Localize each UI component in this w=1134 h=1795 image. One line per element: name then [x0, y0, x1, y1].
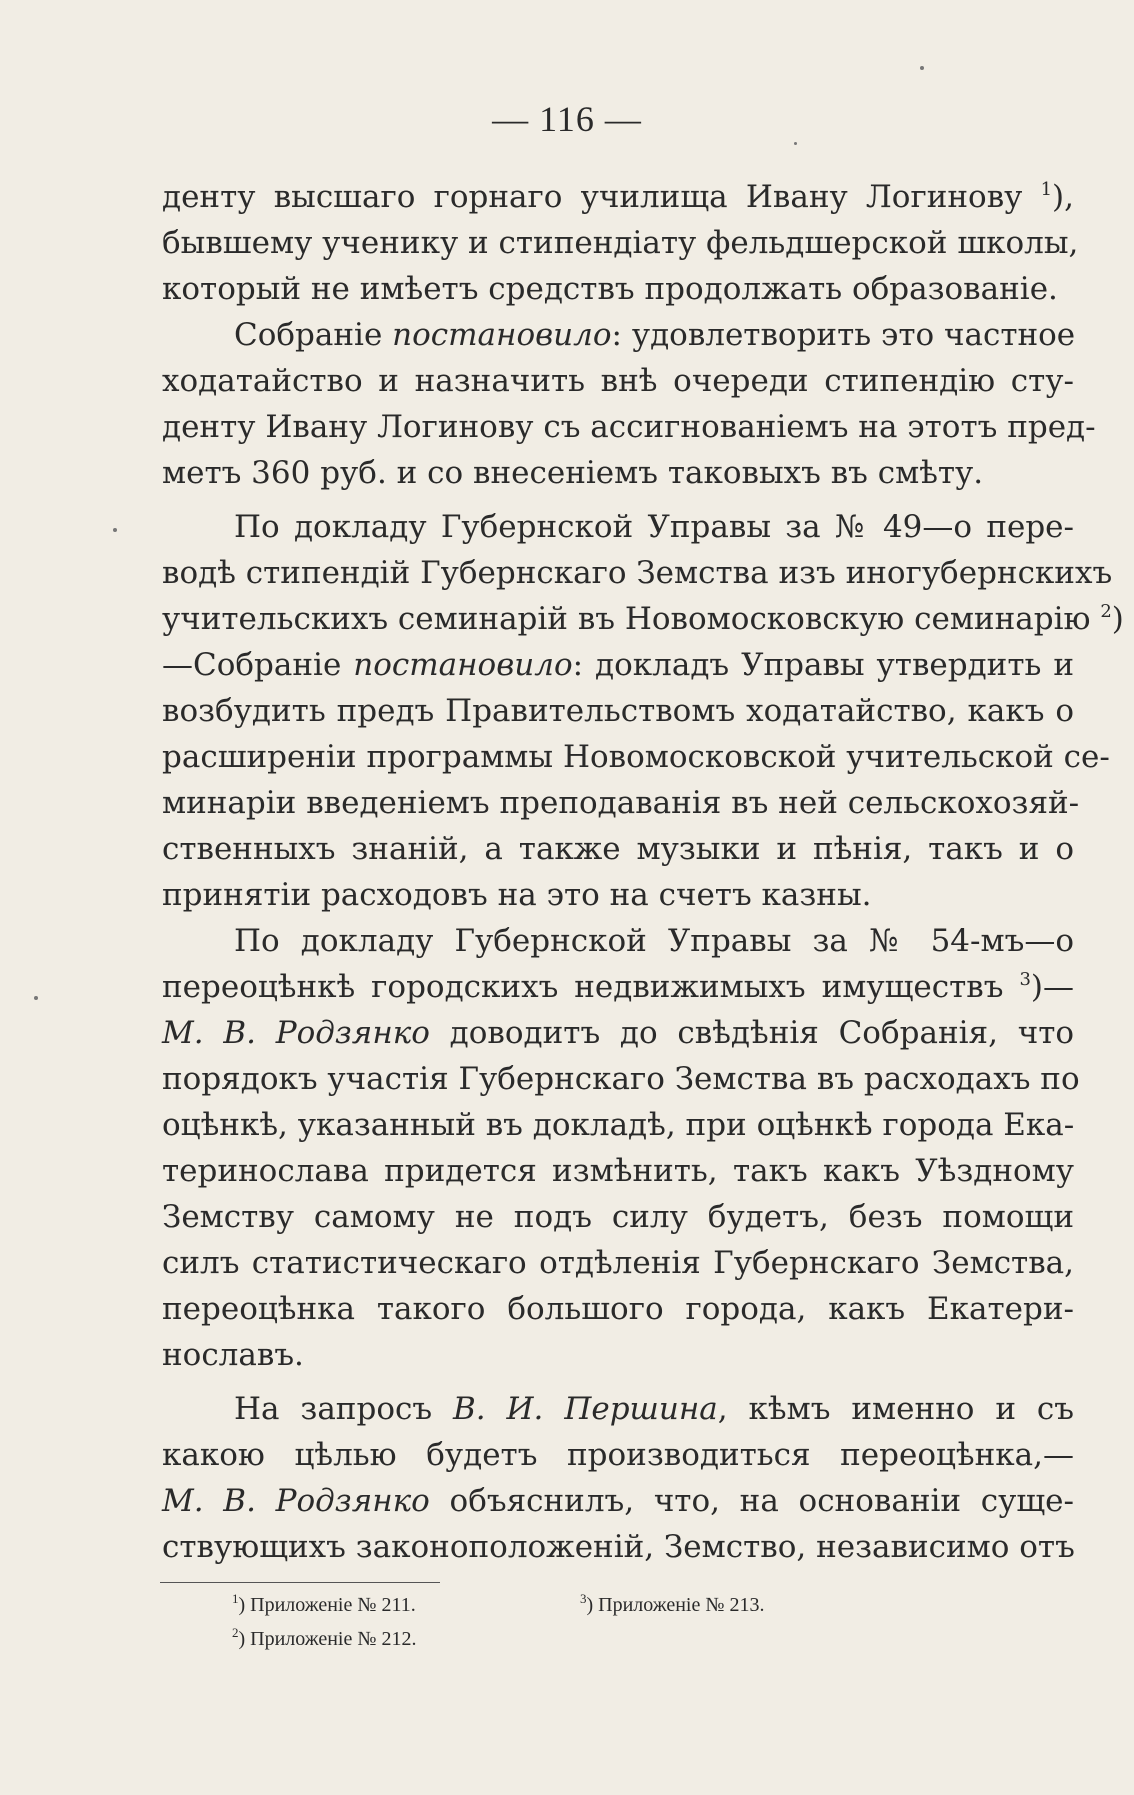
italic-text: М. В. Родзянко — [162, 1483, 430, 1519]
text-line — [162, 1432, 1074, 1478]
text-line — [162, 1332, 1074, 1378]
text-line — [162, 550, 1113, 596]
text-line — [162, 918, 1074, 964]
italic-text: постановило — [353, 647, 573, 683]
footnote-divider — [160, 1582, 440, 1583]
footnote-row — [232, 1622, 416, 1656]
footnote-reference: 2 — [1100, 601, 1112, 622]
footnote-2 — [232, 1622, 416, 1656]
footnote-1 — [232, 1588, 416, 1622]
text-run: который не имѣетъ средствъ продолжать образованіе. — [162, 271, 1058, 307]
text-run: водѣ стипендій Губернскаго Земства изъ иногубернскихъ — [162, 555, 1113, 591]
text-run: какою цѣлью будетъ производиться переоцѣнка,— — [162, 1437, 1074, 1473]
text-run: объяснилъ, что, на основаніи суще- — [429, 1483, 1074, 1519]
footnotes — [232, 1588, 765, 1656]
text-run: минаріи введеніемъ преподаванія въ ней сельскохозяй- — [162, 785, 1080, 821]
text-run: теринослава придется измѣнить, такъ какъ Уѣздному — [162, 1153, 1074, 1189]
text-run: Собраніе — [234, 317, 393, 353]
text-line — [162, 780, 1080, 826]
italic-text: М. В. Родзянко — [162, 1015, 430, 1051]
text-line — [162, 1286, 1074, 1332]
text-line — [162, 504, 1074, 550]
text-run: денту Ивану Логинову съ ассигнованіемъ на этотъ пред- — [162, 409, 1096, 445]
footnote-row — [232, 1588, 765, 1622]
footnote-3 — [580, 1588, 764, 1622]
main-text — [162, 174, 1124, 1570]
text-line — [162, 688, 1074, 734]
footnote-text: ) Приложеніе № 212. — [238, 1628, 417, 1650]
text-line — [162, 596, 1124, 642]
text-line — [162, 734, 1110, 780]
footnote-reference: 1 — [1040, 179, 1053, 200]
text-line — [162, 1102, 1074, 1148]
page-number: — 116 — — [492, 99, 642, 139]
text-run: доводитъ до свѣдѣнія Собранія, что — [429, 1015, 1075, 1051]
text-line — [162, 174, 1074, 220]
text-run: )— — [1030, 969, 1074, 1005]
text-run: бывшему ученику и стипендіату фельдшерской школы, — [162, 225, 1079, 261]
text-run: метъ 360 руб. и со внесеніемъ таковыхъ въ смѣту. — [162, 455, 984, 491]
text-line — [162, 1478, 1074, 1524]
text-line — [162, 220, 1079, 266]
footnote-mark: 3 — [580, 1591, 587, 1606]
text-run: , кѣмъ именно и съ — [717, 1391, 1075, 1427]
text-run: : удовлетворить это частное — [611, 317, 1076, 353]
paper-speck — [794, 142, 797, 145]
text-run: переоцѣнкѣ городскихъ недвижимыхъ имуществъ — [162, 969, 1020, 1005]
footnote-mark: 1 — [232, 1591, 239, 1606]
footnote-reference: 3 — [1019, 969, 1031, 990]
text-run: На запросъ — [234, 1391, 453, 1427]
footnote-text: ) Приложеніе № 211. — [238, 1594, 416, 1616]
text-run: По докладу Губернской Управы за № 54-мъ—о — [234, 923, 1074, 959]
paper-speck — [34, 996, 38, 1000]
text-run: ствующихъ законоположеній, Земство, независимо отъ — [162, 1529, 1075, 1565]
text-line — [162, 1056, 1080, 1102]
text-line — [162, 1194, 1074, 1240]
text-run: учительскихъ семинарій въ Новомосковскую семинарію — [162, 601, 1101, 637]
text-line — [162, 642, 1074, 688]
text-run: По докладу Губернской Управы за № 49—о пере- — [234, 509, 1074, 545]
text-line — [162, 1386, 1074, 1432]
footnote-text: ) Приложеніе № 213. — [586, 1594, 765, 1616]
text-line — [162, 964, 1074, 1010]
text-run: : докладъ Управы утвердить и — [572, 647, 1074, 683]
text-run: нославъ. — [162, 1337, 304, 1373]
text-line — [162, 312, 1074, 358]
text-line — [162, 404, 1096, 450]
text-line — [162, 1010, 1074, 1056]
paper-speck — [113, 528, 117, 532]
text-run: переоцѣнка такого большого города, какъ Екатери- — [162, 1291, 1074, 1327]
text-run: расширеніи программы Новомосковской учительской се- — [162, 739, 1110, 775]
text-run: принятіи расходовъ на это на счетъ казны. — [162, 877, 872, 913]
text-run: оцѣнкѣ, указанный въ докладѣ, при оцѣнкѣ города Ека- — [162, 1107, 1075, 1143]
text-line — [162, 1240, 1074, 1286]
text-run: силъ статистическаго отдѣленія Губернскаго Земства, — [162, 1245, 1074, 1281]
text-run: Земству самому не подъ силу будетъ, безъ помощи — [162, 1199, 1074, 1235]
italic-text: постановило — [392, 317, 612, 353]
text-run: порядокъ участія Губернскаго Земства въ расходахъ по — [162, 1061, 1080, 1097]
text-run: —Собраніе — [162, 647, 354, 683]
italic-text: В. И. Першина — [452, 1391, 718, 1427]
text-run: ходатайство и назначить внѣ очереди стипендію сту- — [162, 363, 1074, 399]
text-run: возбудить предъ Правительствомъ ходатайство, какъ о — [162, 693, 1074, 729]
text-line — [162, 358, 1074, 404]
text-run: ), — [1052, 179, 1074, 215]
text-line — [162, 1148, 1074, 1194]
text-run: денту высшаго горнаго училища Ивану Логинову — [162, 179, 1041, 215]
paper-speck — [920, 66, 924, 70]
text-run: ) — [1111, 601, 1124, 637]
text-line — [162, 872, 1074, 918]
footnote-mark: 2 — [232, 1625, 239, 1640]
text-run: ственныхъ знаній, а также музыки и пѣнія, такъ и о — [162, 831, 1074, 867]
text-line — [162, 1524, 1074, 1570]
text-line — [162, 266, 1074, 312]
text-line — [162, 826, 1074, 872]
text-line — [162, 450, 1074, 496]
